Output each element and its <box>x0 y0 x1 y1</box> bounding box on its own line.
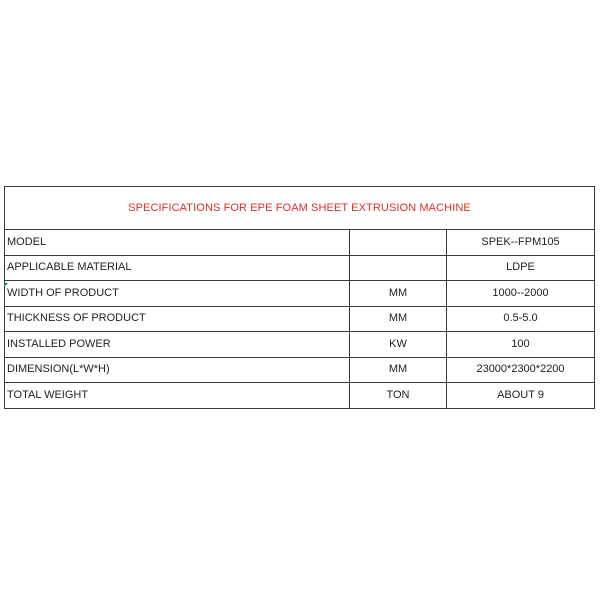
value-cell: 1000--2000 <box>447 281 595 307</box>
table-row-installed-power <box>5 332 595 358</box>
param-cell: THICKNESS OF PRODUCT <box>5 306 350 332</box>
table-row-width-of-product <box>5 281 595 307</box>
param-cell: TOTAL WEIGHT <box>5 383 350 409</box>
value-cell: LDPE <box>447 255 595 281</box>
table-row-thickness-of-product <box>5 306 595 332</box>
unit-cell <box>350 255 447 281</box>
unit-cell: KW <box>350 332 447 358</box>
value-cell: 100 <box>447 332 595 358</box>
unit-cell: MM <box>350 357 447 383</box>
table-row-total-weight <box>5 383 595 409</box>
value-cell: SPEK--FPM105 <box>447 230 595 256</box>
param-cell: DIMENSION(L*W*H) <box>5 357 350 383</box>
param-cell: WIDTH OF PRODUCT <box>5 281 350 307</box>
spec-table <box>4 186 595 409</box>
unit-cell <box>350 230 447 256</box>
table-row-dimension <box>5 357 595 383</box>
table-row-model <box>5 230 595 256</box>
param-cell: APPLICABLE MATERIAL <box>5 255 350 281</box>
unit-cell: MM <box>350 281 447 307</box>
value-cell: 0.5-5.0 <box>447 306 595 332</box>
unit-cell: MM <box>350 306 447 332</box>
unit-cell: TON <box>350 383 447 409</box>
value-cell: ABOUT 9 <box>447 383 595 409</box>
param-cell: INSTALLED POWER <box>5 332 350 358</box>
param-cell: MODEL <box>5 230 350 256</box>
value-cell: 23000*2300*2200 <box>447 357 595 383</box>
title-row <box>5 187 595 230</box>
table-title: SPECIFICATIONS FOR EPE FOAM SHEET EXTRUSION MACHINE <box>5 187 595 230</box>
table-row-applicable-material <box>5 255 595 281</box>
cell-error-marker-icon <box>4 283 8 287</box>
